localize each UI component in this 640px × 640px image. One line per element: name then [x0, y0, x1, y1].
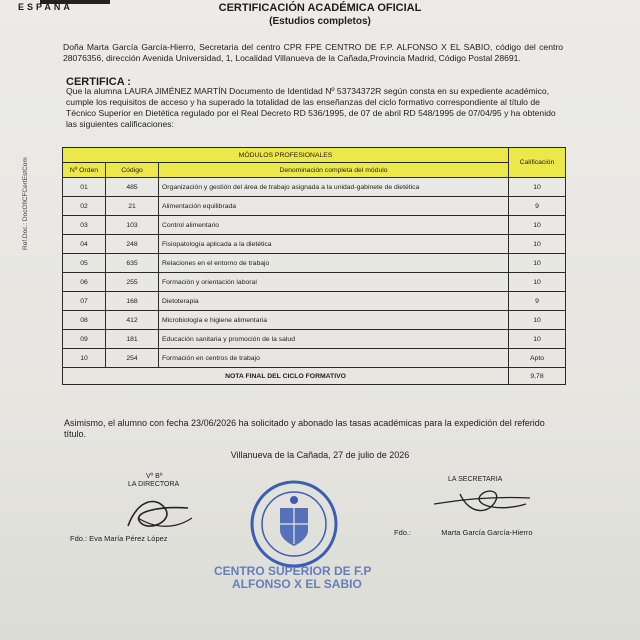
codigo-cell: 103	[106, 216, 159, 235]
closing-paragraph: Asimismo, el alumno con fecha 23/06/2026 ha solicitado y abonado las tasas académicas para la expedición del referido título.	[64, 418, 545, 439]
secretaria-signature	[430, 482, 540, 522]
denominacion-header: Denominación completa del módulo	[159, 163, 509, 178]
certifica-paragraph: Que la alumna LAURA JIMÉNEZ MARTÍN Documento de Identidad Nº 53734372R según consta en su expediente académico, cumple los requisitos de acceso y ha superado la totalidad de las enseñanzas del ciclo formativo correspondiente al título de Técnico Superior en Dietética regulado por el Real Decreto RD 536/1995, de 07 de abril RD 548/1995 de 07/04/95 y ha obtenido las siguientes calificaciones:	[66, 86, 556, 129]
codigo-header: Código	[106, 163, 159, 178]
module-name-cell: Organización y gestión del área de trabajo asignada a la unidad-gabinete de dietética	[159, 178, 509, 197]
codigo-cell: 412	[106, 311, 159, 330]
table-row	[63, 197, 566, 216]
certifica-label: CERTIFICA :	[66, 76, 131, 88]
orden-cell: 05	[63, 254, 106, 273]
stamp-line-2: ALFONSO X EL SABIO	[232, 577, 362, 591]
codigo-cell: 635	[106, 254, 159, 273]
grade-cell: Apto	[509, 349, 566, 368]
document-subtitle: (Estudios completos)	[269, 16, 371, 27]
nota-final-row	[63, 368, 566, 385]
grade-cell: 9	[509, 292, 566, 311]
orden-cell: 07	[63, 292, 106, 311]
official-seal	[246, 478, 342, 570]
orden-cell: 08	[63, 311, 106, 330]
codigo-cell: 181	[106, 330, 159, 349]
secretaria-fdo-label: Fdo.:	[394, 528, 412, 537]
module-name-cell: Microbiología e higiene alimentaria	[159, 311, 509, 330]
codigo-cell: 248	[106, 235, 159, 254]
grade-cell: 10	[509, 254, 566, 273]
table-row	[63, 216, 566, 235]
table-row	[63, 178, 566, 197]
secretaria-name: Marta García García-Hierro	[441, 528, 533, 537]
directora-fdo: Fdo.: Eva María Pérez López	[70, 534, 168, 543]
table-group-header-row	[63, 148, 566, 163]
module-name-cell: Control alimentario	[159, 216, 509, 235]
modulos-header: MÓDULOS PROFESIONALES	[63, 148, 509, 163]
table-row	[63, 349, 566, 368]
country-label: ESPAÑA	[18, 2, 73, 12]
orden-cell: 03	[63, 216, 106, 235]
orden-cell: 01	[63, 178, 106, 197]
module-name-cell: Dietoterapia	[159, 292, 509, 311]
document-reference: Ref.Doc.: DocOfiCFCertEstCom	[22, 157, 29, 250]
visto-bueno-label: Vº Bº	[146, 473, 163, 480]
directora-label: LA DIRECTORA	[128, 481, 180, 488]
grade-cell: 10	[509, 235, 566, 254]
table-row	[63, 311, 566, 330]
table-row	[63, 292, 566, 311]
grade-cell: 9	[509, 197, 566, 216]
secretaria-fdo	[394, 528, 533, 537]
directora-signature	[118, 488, 198, 536]
grade-cell: 10	[509, 311, 566, 330]
codigo-cell: 485	[106, 178, 159, 197]
codigo-cell: 168	[106, 292, 159, 311]
place-date: Villanueva de la Cañada, 27 de julio de 2026	[230, 450, 410, 460]
module-name-cell: Formación y orientación laboral	[159, 273, 509, 292]
module-name-cell: Educación sanitaria y promoción de la salud	[159, 330, 509, 349]
orden-cell: 10	[63, 349, 106, 368]
intro-paragraph: Doña Marta García García-Hierro, Secretaria del centro CPR FPE CENTRO DE F.P. ALFONSO X EL SABIO, código del centro 28076356, dirección Avenida Universidad, 1, Localidad Villanueva de la Cañada,Provincia Madrid, Código Postal 28691.	[63, 42, 563, 63]
grade-cell: 10	[509, 178, 566, 197]
nota-final-value: 9,78	[509, 368, 566, 385]
orden-header: Nº Orden	[63, 163, 106, 178]
calificacion-header: Calificación	[509, 148, 566, 178]
grades-table	[62, 147, 566, 385]
stamp-line-1: CENTRO SUPERIOR DE F.P	[214, 564, 372, 578]
secretaria-label: LA SECRETARIA	[448, 476, 503, 483]
orden-cell: 04	[63, 235, 106, 254]
grade-cell: 10	[509, 330, 566, 349]
orden-cell: 02	[63, 197, 106, 216]
table-row	[63, 235, 566, 254]
grade-cell: 10	[509, 216, 566, 235]
module-name-cell: Formación en centros de trabajo	[159, 349, 509, 368]
module-name-cell: Alimentación equilibrada	[159, 197, 509, 216]
module-name-cell: Fisiopatología aplicada a la dietética	[159, 235, 509, 254]
codigo-cell: 254	[106, 349, 159, 368]
codigo-cell: 255	[106, 273, 159, 292]
table-row	[63, 254, 566, 273]
table-column-header-row	[63, 163, 566, 178]
module-name-cell: Relaciones en el entorno de trabajo	[159, 254, 509, 273]
orden-cell: 06	[63, 273, 106, 292]
orden-cell: 09	[63, 330, 106, 349]
table-row	[63, 273, 566, 292]
nota-final-label: NOTA FINAL DEL CICLO FORMATIVO	[63, 368, 509, 385]
table-row	[63, 330, 566, 349]
document-title: CERTIFICACIÓN ACADÉMICA OFICIAL	[218, 2, 422, 14]
codigo-cell: 21	[106, 197, 159, 216]
grade-cell: 10	[509, 273, 566, 292]
